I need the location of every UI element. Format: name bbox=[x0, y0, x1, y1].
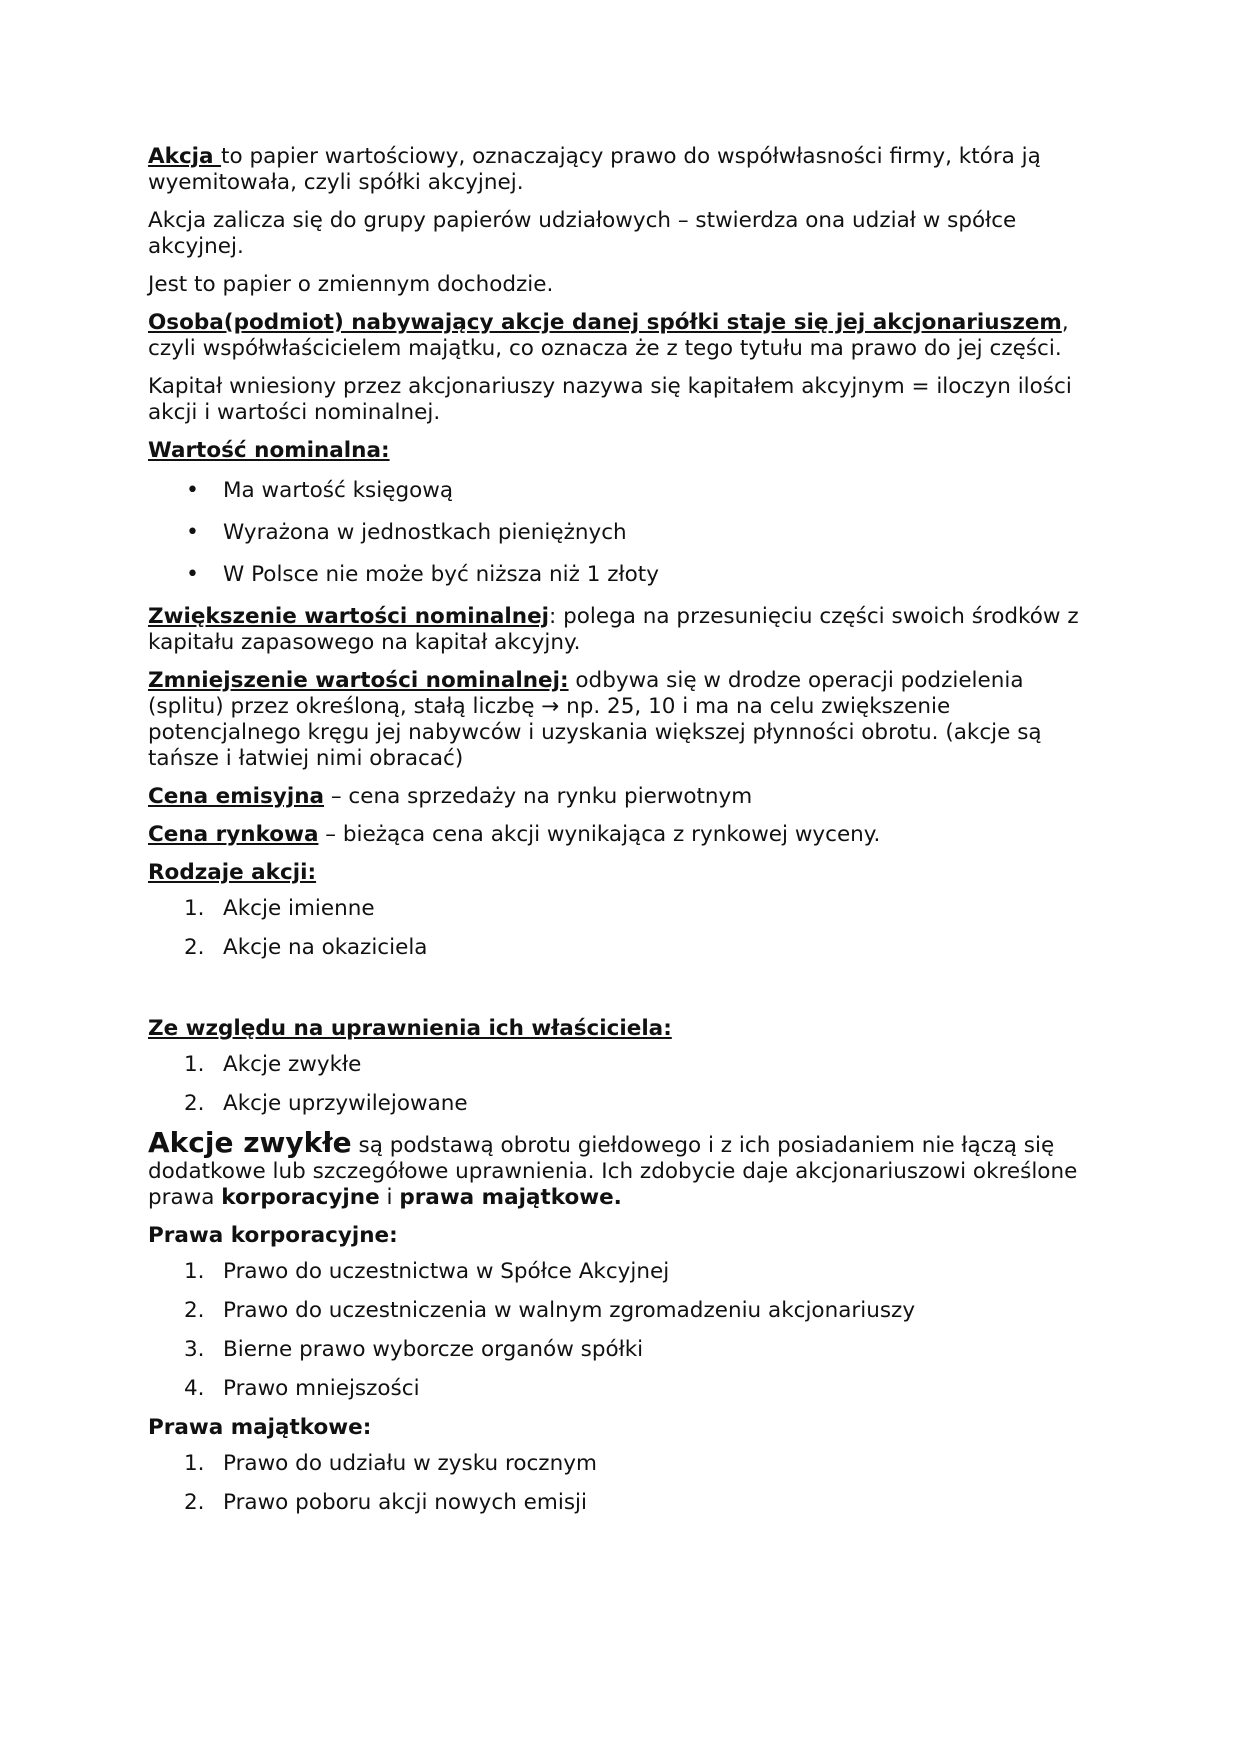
list-item bbox=[148, 1298, 1098, 1324]
types-heading bbox=[148, 860, 1098, 886]
list-item-text: Prawo poboru akcji nowych emisji bbox=[223, 1490, 587, 1515]
decrease-paragraph bbox=[148, 668, 1098, 772]
owner-rights-list bbox=[148, 1052, 1098, 1117]
ordinary-shares-term: Akcje zwykłe bbox=[148, 1126, 352, 1159]
corporate-rights-heading-text: Prawa korporacyjne: bbox=[148, 1223, 398, 1248]
owner-rights-heading bbox=[148, 1016, 1098, 1042]
property-rights-list bbox=[148, 1451, 1098, 1516]
list-item bbox=[148, 1091, 1098, 1117]
list-number: 1. bbox=[184, 1451, 205, 1476]
list-number: 1. bbox=[184, 1052, 205, 1077]
market-price-term: Cena rynkowa bbox=[148, 822, 319, 847]
increase-paragraph bbox=[148, 604, 1098, 656]
list-item-text: Ma wartość księgową bbox=[223, 478, 454, 503]
list-item-text: Wyrażona w jednostkach pieniężnych bbox=[223, 520, 627, 545]
corporate-rights-heading bbox=[148, 1223, 1098, 1249]
issue-price-text: – cena sprzedaży na rynku pierwotnym bbox=[324, 784, 753, 809]
list-item bbox=[148, 1451, 1098, 1477]
spacer bbox=[148, 974, 1098, 1016]
ordinary-shares-bold-2: prawa majątkowe. bbox=[399, 1185, 622, 1210]
list-item-text: Prawo do uczestniczenia w walnym zgromadzeniu akcjonariuszy bbox=[223, 1298, 916, 1323]
increase-term: Zwiększenie wartości nominalnej bbox=[148, 604, 550, 629]
nominal-bullet-list bbox=[148, 478, 1098, 588]
shareholder-paragraph bbox=[148, 310, 1098, 362]
list-item bbox=[148, 1259, 1098, 1285]
intro-term: Akcja bbox=[148, 144, 222, 169]
list-number: 2. bbox=[184, 1091, 205, 1116]
paragraph-2: Akcja zalicza się do grupy papierów udziałowych – stwierdza ona udział w spółce akcyjnej. bbox=[148, 208, 1017, 259]
list-item bbox=[148, 1376, 1098, 1402]
ordinary-shares-bold-1: korporacyjne bbox=[221, 1185, 380, 1210]
nominal-heading bbox=[148, 438, 1098, 464]
bullet-icon: • bbox=[186, 478, 199, 503]
paragraph-3: Jest to papier o zmiennym dochodzie. bbox=[148, 272, 554, 297]
nominal-heading-text: Wartość nominalna: bbox=[148, 438, 390, 463]
list-item-text: W Polsce nie może być niższa niż 1 złoty bbox=[223, 562, 659, 587]
list-item-text: Prawo do udziału w zysku rocznym bbox=[223, 1451, 597, 1476]
list-item-text: Prawo do uczestnictwa w Spółce Akcyjnej bbox=[223, 1259, 670, 1284]
list-number: 3. bbox=[184, 1337, 205, 1362]
list-item bbox=[148, 562, 1098, 588]
types-heading-text: Rodzaje akcji: bbox=[148, 860, 317, 885]
list-item bbox=[148, 935, 1098, 961]
list-number: 2. bbox=[184, 1298, 205, 1323]
list-item bbox=[148, 1490, 1098, 1516]
owner-rights-heading-text: Ze względu na uprawnienia ich właściciela: bbox=[148, 1016, 672, 1041]
list-item bbox=[148, 478, 1098, 504]
issue-price-paragraph bbox=[148, 784, 1098, 810]
property-rights-heading bbox=[148, 1415, 1098, 1441]
list-item bbox=[148, 520, 1098, 546]
shareholder-text: , czyli współwłaścicielem majątku, co oznacza że z tego tytułu ma prawo do jej części. bbox=[148, 310, 1069, 361]
market-price-text: – bieżąca cena akcji wynikająca z rynkowej wyceny. bbox=[318, 822, 881, 847]
list-item bbox=[148, 896, 1098, 922]
list-item-text: Akcje imienne bbox=[223, 896, 375, 921]
document-page bbox=[148, 144, 1098, 1529]
types-list bbox=[148, 896, 1098, 961]
market-price-paragraph bbox=[148, 822, 1098, 848]
list-item-text: Akcje zwykłe bbox=[223, 1052, 362, 1077]
decrease-text: odbywa się w drodze operacji podzielenia (splitu) przez określoną, stałą liczbę → np. 25, 10 i ma na celu zwiększenie potencjalnego kręgu jej nabywców i uzyskania większej płynności obrotu. (akcje są tańsze i łatwiej nimi obracać) bbox=[148, 668, 1042, 771]
intro-paragraph bbox=[148, 144, 1098, 196]
intro-text: to papier wartościowy, oznaczający prawo do współwłasności firmy, która ją wyemitowała, czyli spółki akcyjnej. bbox=[148, 144, 1041, 195]
ordinary-shares-text-2: i bbox=[379, 1185, 400, 1210]
list-item bbox=[148, 1337, 1098, 1363]
list-number: 1. bbox=[184, 1259, 205, 1284]
shareholder-term: Osoba(podmiot) nabywający akcje danej spółki staje się jej akcjonariuszem bbox=[148, 310, 1062, 335]
list-number: 4. bbox=[184, 1376, 205, 1401]
corporate-rights-list bbox=[148, 1259, 1098, 1402]
ordinary-shares-paragraph bbox=[148, 1126, 1098, 1211]
paragraph-5: Kapitał wniesiony przez akcjonariuszy nazywa się kapitałem akcyjnym = iloczyn ilości akcji i wartości nominalnej. bbox=[148, 374, 1072, 425]
issue-price-term: Cena emisyjna bbox=[148, 784, 325, 809]
property-rights-heading-text: Prawa majątkowe: bbox=[148, 1415, 372, 1440]
ordinary-shares-text-1: są podstawą obrotu giełdowego i z ich posiadaniem nie łączą się dodatkowe lub szczegółowe uprawnienia. Ich zdobycie daje akcjonariuszowi określone prawa bbox=[148, 1133, 1078, 1210]
bullet-icon: • bbox=[186, 562, 199, 587]
list-item-text: Akcje uprzywilejowane bbox=[223, 1091, 468, 1116]
increase-text: : polega na przesunięciu części swoich środków z kapitału zapasowego na kapitał akcyjny. bbox=[148, 604, 1079, 655]
bullet-icon: • bbox=[186, 520, 199, 545]
list-item bbox=[148, 1052, 1098, 1078]
list-number: 2. bbox=[184, 1490, 205, 1515]
list-item-text: Akcje na okaziciela bbox=[223, 935, 428, 960]
list-item-text: Bierne prawo wyborcze organów spółki bbox=[223, 1337, 644, 1362]
list-number: 2. bbox=[184, 935, 205, 960]
decrease-term: Zmniejszenie wartości nominalnej: bbox=[148, 668, 569, 693]
list-item-text: Prawo mniejszości bbox=[223, 1376, 420, 1401]
list-number: 1. bbox=[184, 896, 205, 921]
